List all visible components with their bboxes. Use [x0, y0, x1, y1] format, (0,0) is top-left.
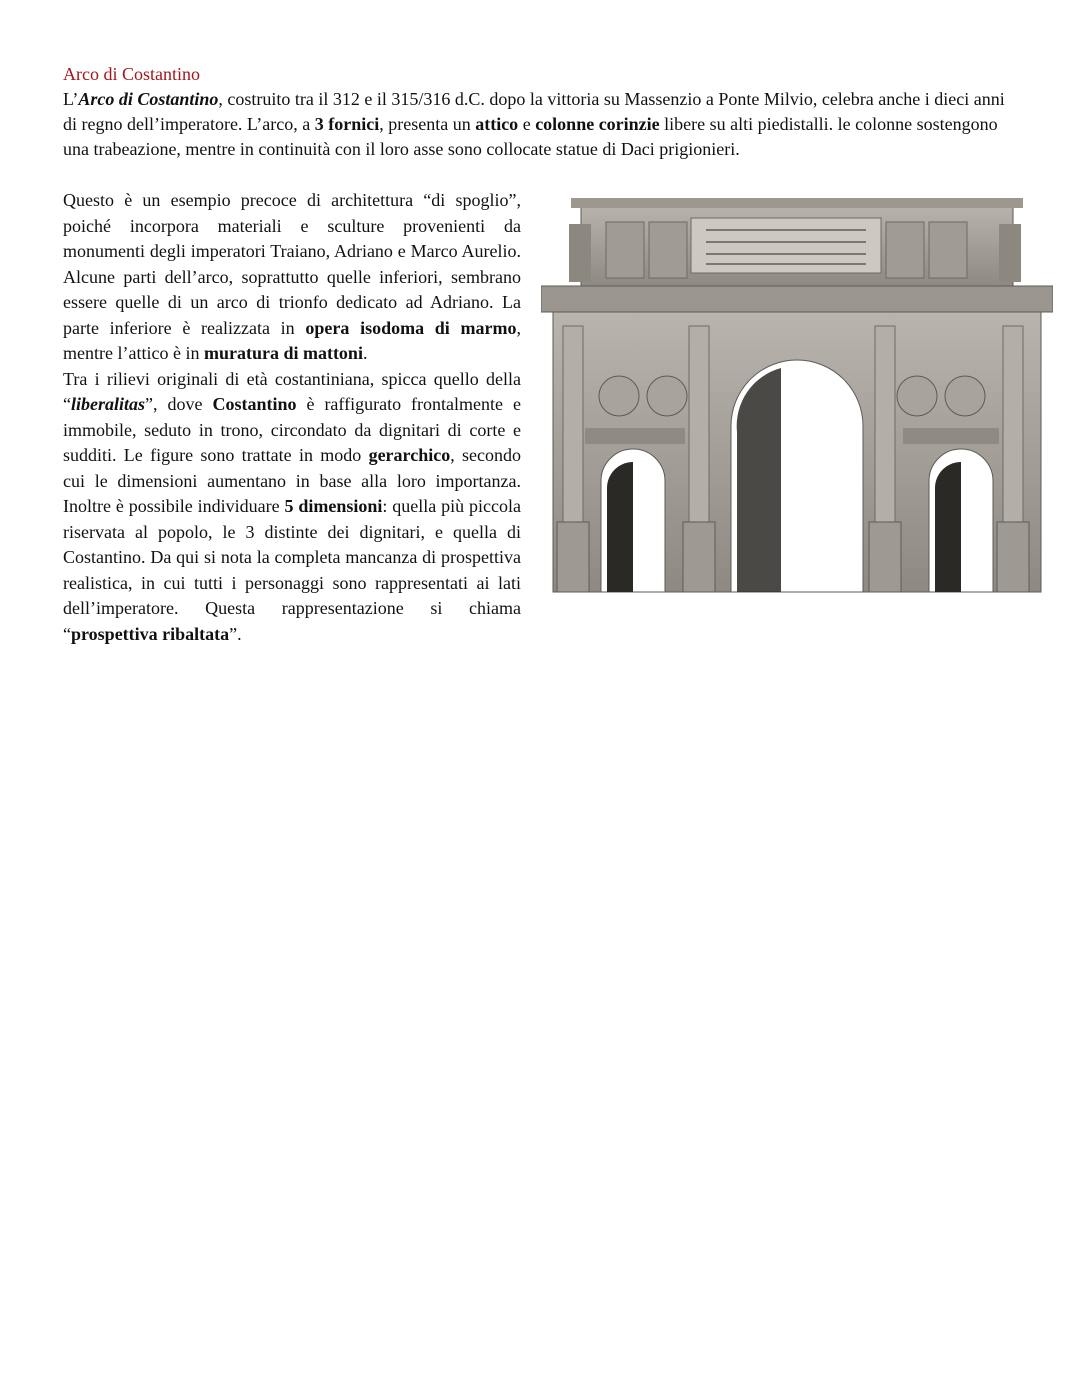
- text-run: , secondo cui le dimensioni aumentano in base alla loro importanza. Inoltre è possibile individuare: [63, 445, 521, 516]
- two-column-section: [63, 188, 1023, 658]
- text-run: e: [518, 114, 536, 134]
- paragraph-spoglio: [63, 188, 521, 367]
- text-run: è raffigurato frontalmente e immobile, seduto in trono, circondato da dignitari di corte e sudditi. Le figure sono trattate in modo: [63, 394, 521, 465]
- emph-attico: attico: [475, 114, 519, 134]
- paragraph-liberalitas: [63, 367, 521, 648]
- text-run: , mentre l’attico è in: [63, 317, 521, 363]
- arch-of-constantine-image: [541, 196, 1053, 596]
- text-run: libere su alti piedistalli. le colonne sostengono una trabeazione, mentre in continuità con il loro asse sono collocate statue di Daci prigionieri.: [63, 114, 998, 159]
- text-run: , costruito tra il 312 e il 315/316 d.C. dopo la vittoria su Massenzio a Ponte Milvio, celebra anche i dieci anni di regno dell’imperatore. L’arco, a: [63, 89, 1005, 134]
- emph-prospettiva: prospettiva ribaltata: [71, 623, 230, 644]
- emph-colonne: colonne corinzie: [535, 114, 660, 134]
- text-run: , presenta un: [379, 114, 476, 134]
- text-run: Tra i rilievi originali di età costantiniana, spicca quello della “: [63, 368, 521, 414]
- section-title: Arco di Costantino: [63, 64, 200, 84]
- intro-paragraph: [63, 87, 1023, 162]
- document-page: [63, 62, 1023, 658]
- emph-muratura: muratura di mattoni: [203, 343, 363, 363]
- text-run: .: [362, 343, 368, 363]
- text-run: L’: [63, 89, 79, 109]
- text-run: Questo è un esempio precoce di architettura “di spoglio”, poiché incorpora materiali e sculture provenienti da monumenti degli imperatori Traiano, Adriano e Marco Aurelio. Alcune parti dell’arco, soprattutto quelle inferiori, sembrano essere quelle di un arco di trionfo dedicato ad Adriano. La parte inferiore è realizzata in: [63, 190, 521, 338]
- emph-fornici: 3 fornici: [314, 114, 380, 134]
- left-column-text: [63, 188, 521, 647]
- emph-dimensioni: 5 dimensioni: [284, 496, 383, 516]
- emph-costantino: Costantino: [212, 394, 297, 414]
- emph-gerarchico: gerarchico: [368, 445, 451, 465]
- text-run: : quella più piccola riservata al popolo, le 3 distinte dei dignitari, e quella di Costantino. Da qui si nota la completa mancanza di prospettiva realistica, in cui tutti i personaggi sono rappresentati ai lati dell’imperatore. Questa rappresentazione si chiama “: [63, 496, 521, 644]
- emph-arco: Arco di Costantino: [78, 89, 219, 109]
- emph-liberalitas: liberalitas: [71, 394, 146, 414]
- text-run: ”, dove: [145, 394, 213, 414]
- text-run: ”.: [229, 623, 242, 644]
- emph-opera: opera isodoma di marmo: [305, 317, 517, 338]
